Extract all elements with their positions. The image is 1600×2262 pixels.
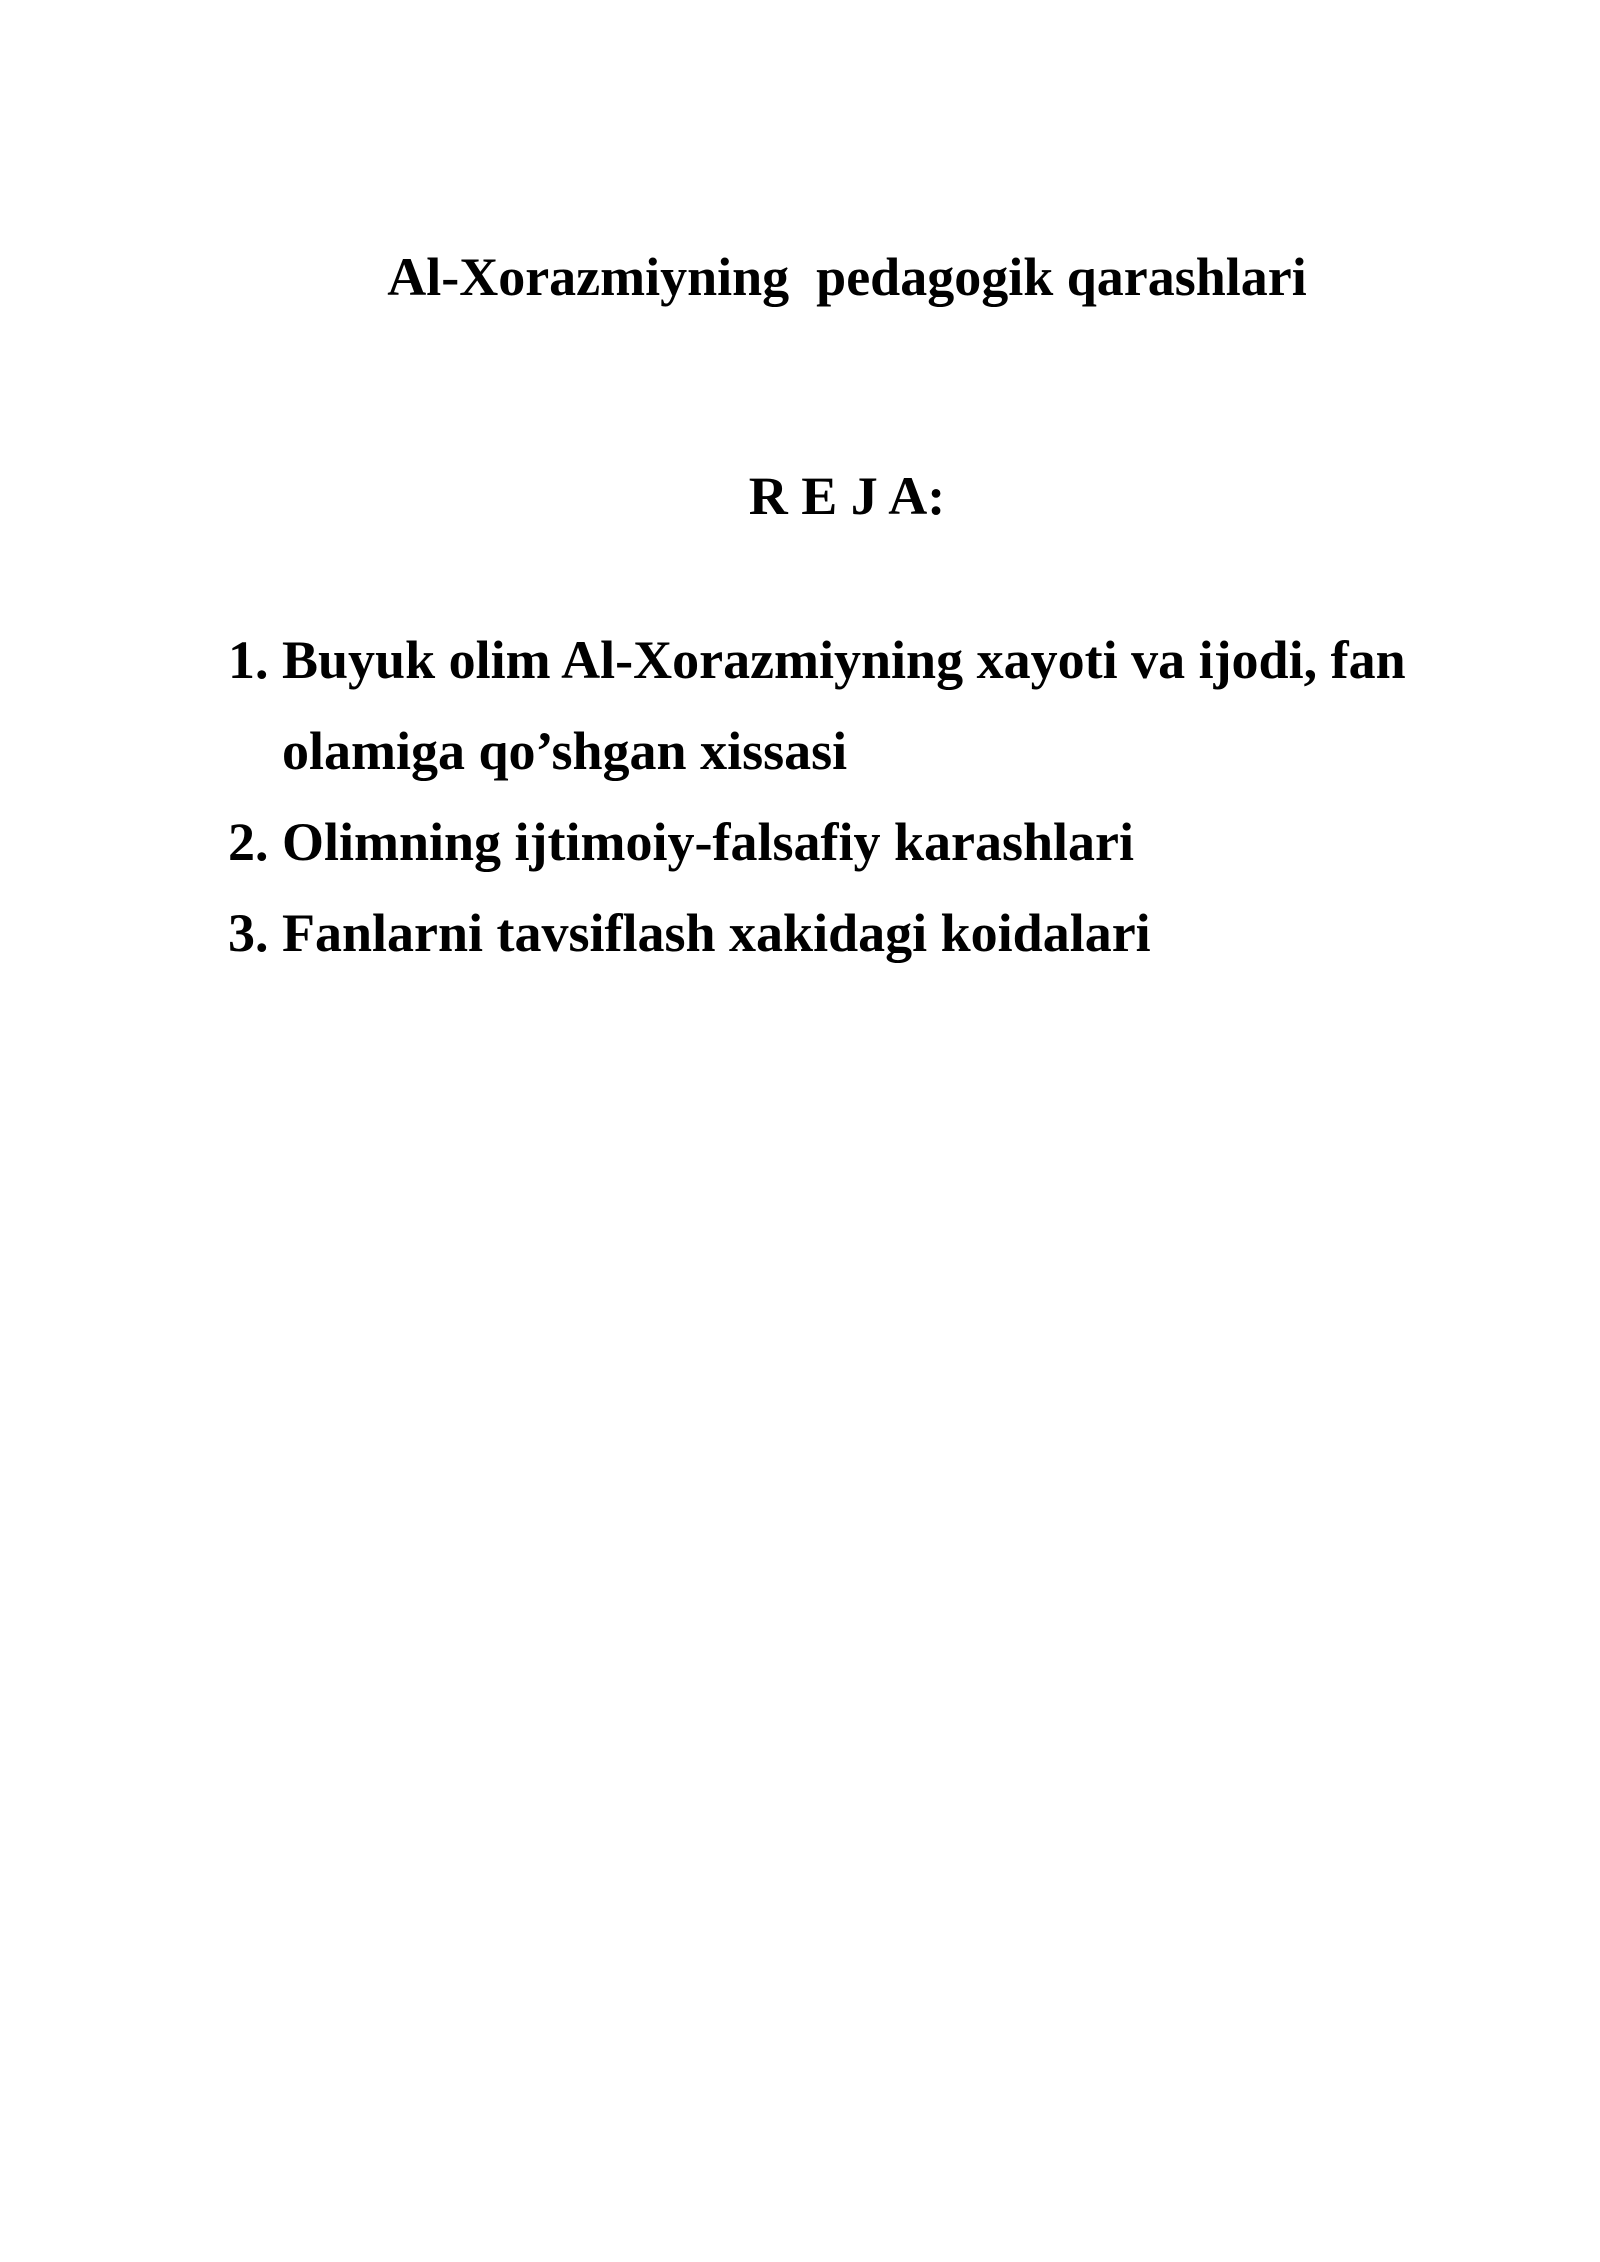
plan-item-text: Fanlarni tavsiflash xakidagi koidalari bbox=[282, 903, 1151, 963]
plan-item-number: 2. bbox=[228, 812, 269, 872]
plan-list bbox=[228, 615, 1486, 979]
plan-item bbox=[228, 615, 1486, 797]
plan-heading: R E J A: bbox=[748, 466, 946, 526]
plan-item bbox=[228, 797, 1486, 888]
plan-item-number: 1. bbox=[228, 630, 269, 690]
plan-item bbox=[228, 888, 1486, 979]
page-title: Al-Xorazmiyning pedagogik qarashlari bbox=[387, 247, 1307, 307]
plan-item-text: Olimning ijtimoiy-falsafiy karashlari bbox=[282, 812, 1135, 872]
plan-item-text: Buyuk olim Al-Xorazmiyning xayoti va ijodi, fan olamiga qo’shgan xissasi bbox=[282, 630, 1406, 781]
plan-item-number: 3. bbox=[228, 903, 269, 963]
